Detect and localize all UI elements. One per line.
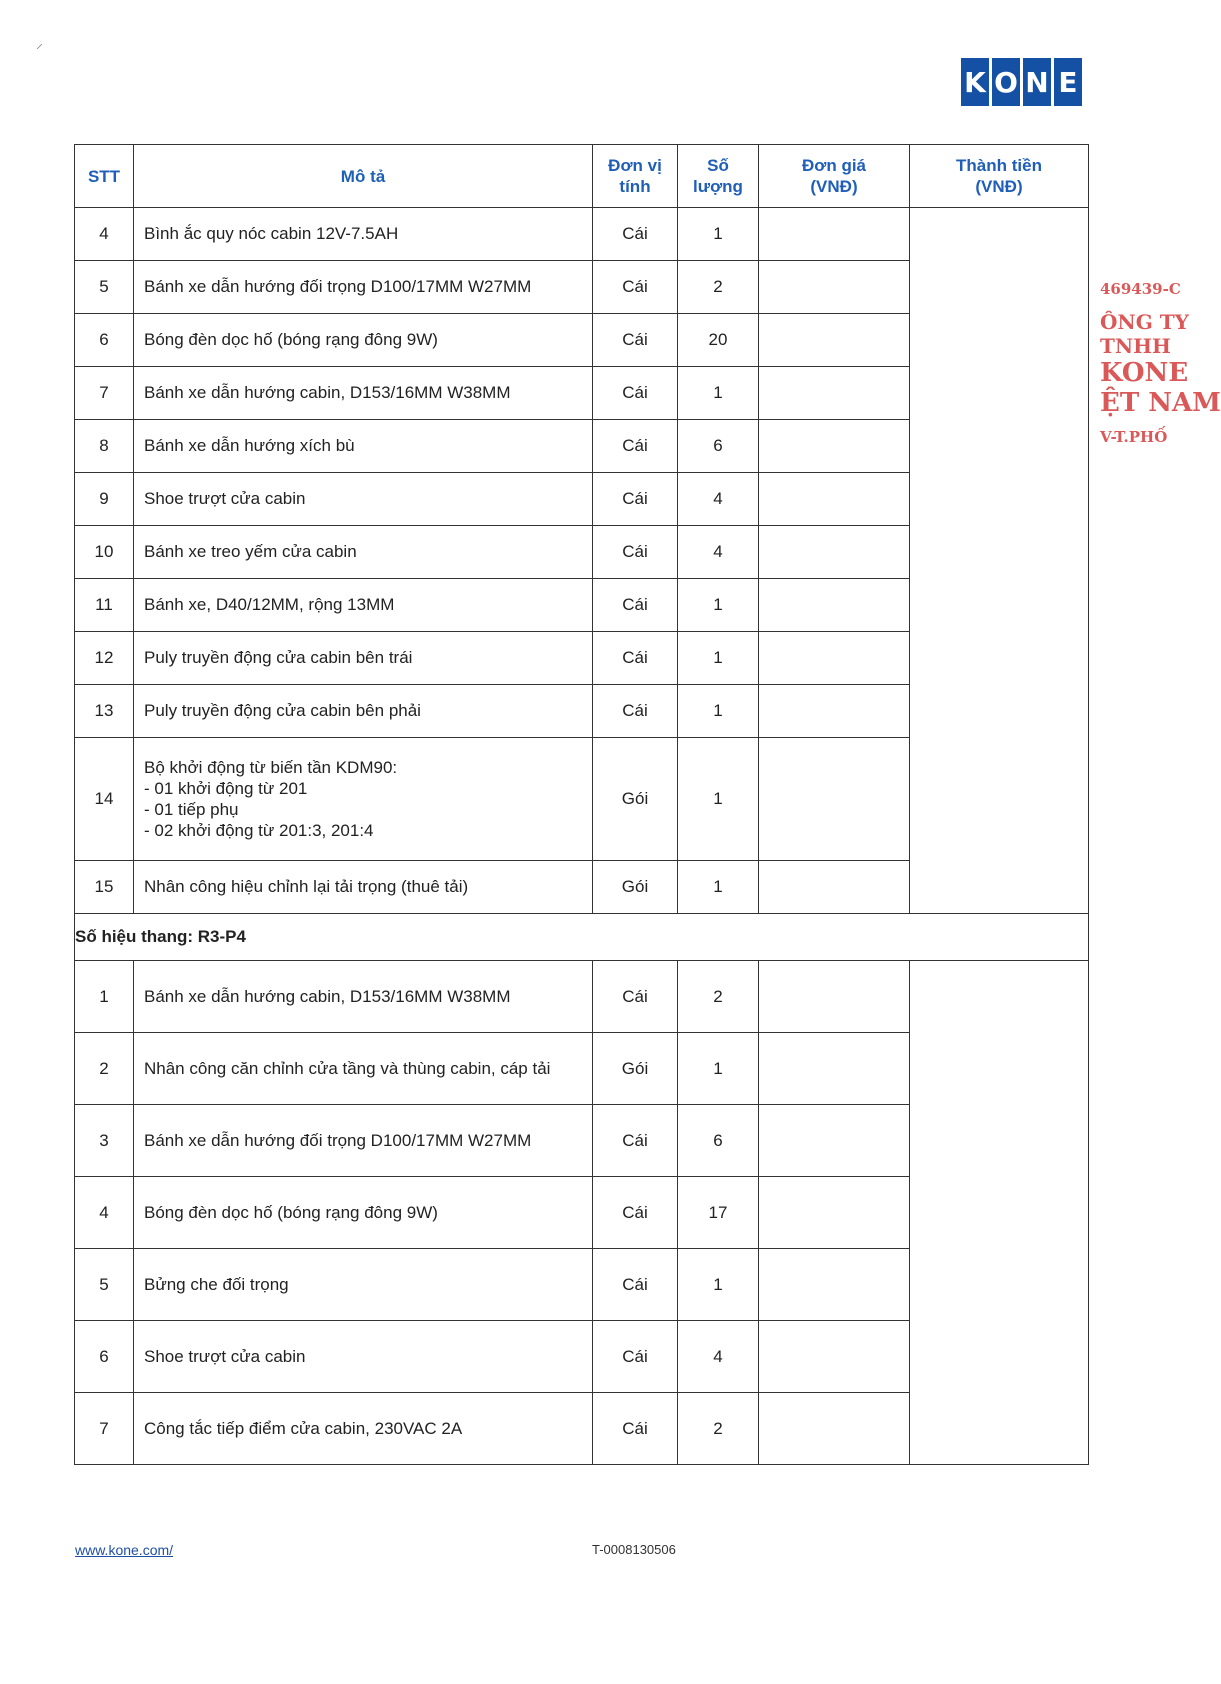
cell-stt: 5: [75, 1249, 134, 1321]
cell-price: [759, 208, 910, 261]
desc-line: Bộ khởi động từ biến tần KDM90:: [144, 758, 398, 777]
header-qty: [678, 145, 759, 208]
logo-letter: O: [992, 58, 1020, 106]
header-total-line2: (VNĐ): [975, 177, 1023, 196]
cell-stt: 14: [75, 738, 134, 861]
cell-price: [759, 473, 910, 526]
quotation-table: [74, 144, 1089, 1465]
cell-desc: [134, 685, 593, 738]
header-unit-line1: Đơn vị: [608, 156, 662, 175]
cell-unit: Cái: [593, 685, 678, 738]
logo-letter: K: [961, 58, 989, 106]
cell-unit: Cái: [593, 1105, 678, 1177]
cell-unit: Cái: [593, 1321, 678, 1393]
cell-desc: [134, 314, 593, 367]
cell-price: [759, 632, 910, 685]
stamp-line: V-T.PHỐ: [1100, 428, 1168, 446]
cell-qty: 1: [678, 1033, 759, 1105]
company-stamp: [1100, 262, 1221, 482]
cell-qty: 1: [678, 579, 759, 632]
cell-price: [759, 1393, 910, 1465]
cell-stt: 13: [75, 685, 134, 738]
stamp-line: KONE: [1100, 358, 1189, 388]
cell-desc: [134, 1249, 593, 1321]
cell-unit: Cái: [593, 420, 678, 473]
cell-stt: 9: [75, 473, 134, 526]
cell-price: [759, 685, 910, 738]
cell-qty: 2: [678, 261, 759, 314]
cell-stt: 7: [75, 1393, 134, 1465]
desc-text: Bửng che đối trọng: [144, 1274, 289, 1294]
cell-qty: 6: [678, 420, 759, 473]
cell-desc: [134, 261, 593, 314]
cell-desc: [134, 1033, 593, 1105]
logo-letter: N: [1023, 58, 1051, 106]
cell-price: [759, 314, 910, 367]
cell-stt: 5: [75, 261, 134, 314]
cell-price: [759, 1177, 910, 1249]
desc-text: Bánh xe, D40/12MM, rộng 13MM: [144, 595, 395, 614]
cell-qty: 2: [678, 961, 759, 1033]
cell-stt: 6: [75, 314, 134, 367]
cell-qty: 1: [678, 685, 759, 738]
section-label: Số hiệu thang: R3-P4: [75, 914, 1089, 961]
cell-desc: [134, 420, 593, 473]
desc-text: Bánh xe dẫn hướng đối trọng D100/17MM W27MM: [144, 1130, 532, 1150]
cell-desc: [134, 1393, 593, 1465]
cell-desc: [134, 632, 593, 685]
cell-price: [759, 579, 910, 632]
cell-stt: 2: [75, 1033, 134, 1105]
header-stt: STT: [75, 145, 134, 208]
cell-unit: Cái: [593, 579, 678, 632]
cell-qty: 4: [678, 526, 759, 579]
cell-stt: 10: [75, 526, 134, 579]
cell-price: [759, 420, 910, 473]
cell-unit: Gói: [593, 1033, 678, 1105]
section-row: [75, 914, 1089, 961]
cell-stt: 15: [75, 861, 134, 914]
cell-qty: 1: [678, 208, 759, 261]
cell-desc: [134, 738, 593, 861]
stamp-line: ÔNG TY: [1100, 310, 1189, 334]
cell-desc: [134, 579, 593, 632]
kone-website-link[interactable]: www.kone.com/: [75, 1542, 174, 1558]
cell-qty: 1: [678, 738, 759, 861]
cell-unit: Cái: [593, 473, 678, 526]
table-header-row: [75, 145, 1089, 208]
table-row: [75, 961, 1089, 1033]
cell-price: [759, 861, 910, 914]
cell-qty: 1: [678, 367, 759, 420]
cell-price: [759, 1249, 910, 1321]
desc-text: Nhân công hiệu chỉnh lại tải trọng (thuê tải): [144, 877, 469, 896]
cell-unit: Cái: [593, 632, 678, 685]
cell-qty: 1: [678, 632, 759, 685]
cell-price: [759, 1105, 910, 1177]
desc-text: Bình ắc quy nóc cabin 12V-7.5AH: [144, 224, 399, 243]
cell-unit: Cái: [593, 367, 678, 420]
cell-stt: 8: [75, 420, 134, 473]
header-total: [910, 145, 1089, 208]
cell-price: [759, 367, 910, 420]
cell-stt: 11: [75, 579, 134, 632]
desc-text: Bánh xe dẫn hướng cabin, D153/16MM W38MM: [144, 383, 511, 402]
desc-text: Shoe trượt cửa cabin: [144, 1346, 306, 1366]
desc-text: Nhân công căn chỉnh cửa tầng và thùng cabin, cáp tải: [144, 1058, 551, 1078]
stamp-line: 469439-C: [1100, 280, 1181, 298]
header-qty-line1: Số: [707, 156, 729, 175]
table-row: [75, 208, 1089, 261]
cell-qty: 17: [678, 1177, 759, 1249]
stamp-line: TNHH: [1100, 334, 1171, 358]
cell-desc: [134, 526, 593, 579]
cell-unit: Cái: [593, 314, 678, 367]
cell-desc: [134, 473, 593, 526]
cell-price: [759, 261, 910, 314]
cell-qty: 4: [678, 473, 759, 526]
cell-price: [759, 1033, 910, 1105]
cell-qty: 6: [678, 1105, 759, 1177]
cell-stt: 6: [75, 1321, 134, 1393]
cell-qty: 1: [678, 861, 759, 914]
desc-text: Bánh xe dẫn hướng cabin, D153/16MM W38MM: [144, 986, 511, 1006]
desc-text: Bóng đèn dọc hố (bóng rạng đông 9W): [144, 1202, 438, 1222]
cell-stt: 4: [75, 208, 134, 261]
cell-total-blank: [910, 208, 1089, 914]
header-unit-line2: tính: [619, 177, 651, 196]
cell-unit: Cái: [593, 1249, 678, 1321]
cell-desc: [134, 208, 593, 261]
cell-qty: 20: [678, 314, 759, 367]
cell-stt: 7: [75, 367, 134, 420]
desc-text: Bóng đèn dọc hố (bóng rạng đông 9W): [144, 330, 438, 349]
cell-price: [759, 738, 910, 861]
cell-desc: [134, 367, 593, 420]
header-total-line1: Thành tiền: [956, 156, 1042, 175]
desc-text: Shoe trượt cửa cabin: [144, 489, 306, 508]
desc-text: Puly truyền động cửa cabin bên phải: [144, 701, 421, 720]
cell-unit: Cái: [593, 261, 678, 314]
cell-unit: Cái: [593, 208, 678, 261]
cell-qty: 2: [678, 1393, 759, 1465]
header-price-line2: (VNĐ): [810, 177, 858, 196]
desc-line: - 01 khởi động từ 201: [144, 779, 308, 798]
cell-unit: Gói: [593, 861, 678, 914]
header-unit: [593, 145, 678, 208]
scan-mark: ⸝: [36, 35, 43, 51]
desc-text: Công tắc tiếp điểm cửa cabin, 230VAC 2A: [144, 1418, 463, 1438]
header-desc: Mô tả: [134, 145, 593, 208]
cell-desc: [134, 861, 593, 914]
header-price-line1: Đơn giá: [801, 156, 867, 175]
document-code: T-0008130506: [592, 1542, 676, 1557]
cell-desc: [134, 961, 593, 1033]
header-price: [759, 145, 910, 208]
cell-price: [759, 961, 910, 1033]
logo-letter: E: [1054, 58, 1082, 106]
cell-price: [759, 1321, 910, 1393]
cell-qty: 4: [678, 1321, 759, 1393]
cell-unit: Cái: [593, 526, 678, 579]
desc-text: Bánh xe treo yếm cửa cabin: [144, 542, 357, 561]
cell-total-blank: [910, 961, 1089, 1465]
cell-qty: 1: [678, 1249, 759, 1321]
kone-logo: [961, 58, 1082, 106]
desc-line: - 01 tiếp phụ: [144, 800, 239, 819]
desc-text: Bánh xe dẫn hướng đối trọng D100/17MM W27MM: [144, 277, 532, 296]
cell-unit: Gói: [593, 738, 678, 861]
header-qty-line2: lượng: [693, 177, 743, 196]
cell-desc: [134, 1105, 593, 1177]
cell-price: [759, 526, 910, 579]
cell-desc: [134, 1177, 593, 1249]
desc-line: - 02 khởi động từ 201:3, 201:4: [144, 821, 374, 840]
stamp-line: ỆT NAM: [1100, 388, 1221, 418]
cell-desc: [134, 1321, 593, 1393]
cell-stt: 4: [75, 1177, 134, 1249]
cell-stt: 12: [75, 632, 134, 685]
cell-unit: Cái: [593, 961, 678, 1033]
desc-text: Puly truyền động cửa cabin bên trái: [144, 648, 413, 667]
cell-unit: Cái: [593, 1177, 678, 1249]
desc-text: Bánh xe dẫn hướng xích bù: [144, 436, 355, 455]
cell-stt: 1: [75, 961, 134, 1033]
cell-stt: 3: [75, 1105, 134, 1177]
cell-unit: Cái: [593, 1393, 678, 1465]
